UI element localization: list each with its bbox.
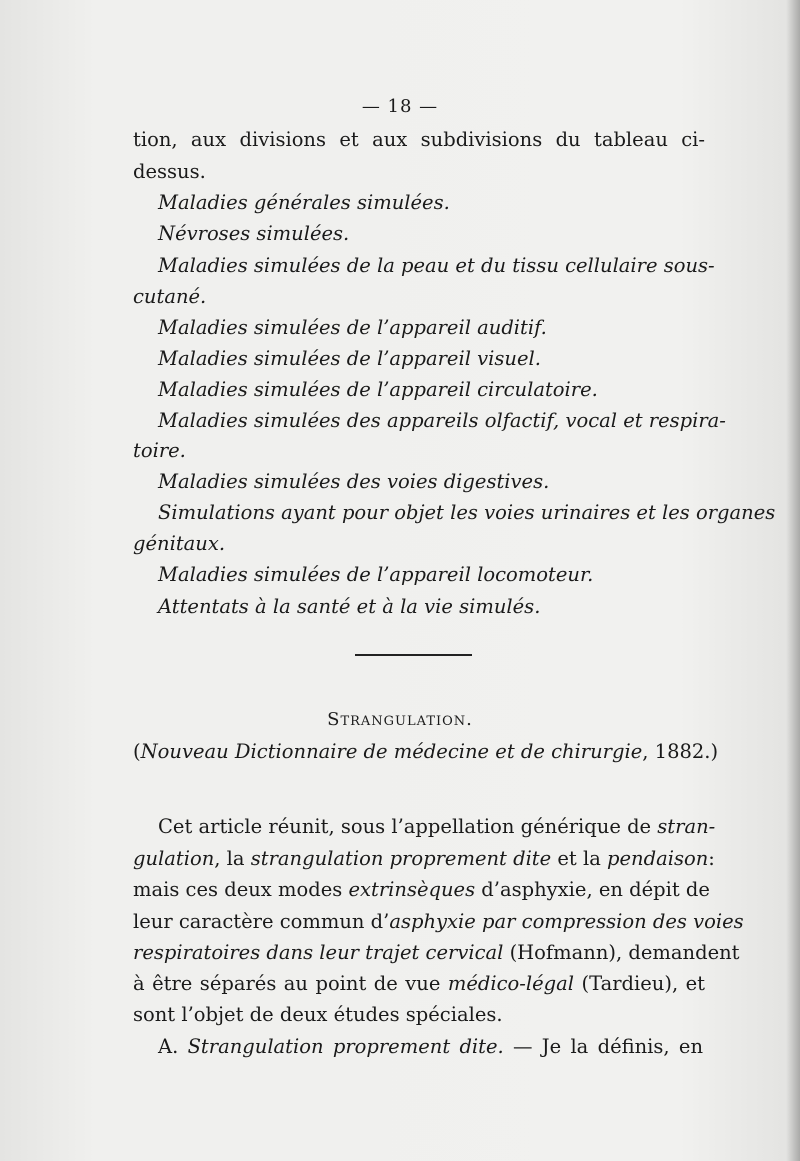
list-item: Maladies simulées de l’appareil visuel. <box>158 347 541 370</box>
page-edge-shadow <box>786 0 800 1161</box>
paragraph-line: sont l’objet de deux études spéciales. <box>133 1003 503 1026</box>
paragraph-line: à être séparés au point de vue médico-légal (Tardieu), et <box>133 972 705 995</box>
list-item: génitaux. <box>133 532 226 555</box>
intro-line-1: tion, aux divisions et aux subdivisions du tableau ci- <box>133 128 705 151</box>
source-open: ( <box>133 740 141 763</box>
list-item: Maladies simulées de l’appareil auditif. <box>158 316 547 339</box>
paragraph-line: mais ces deux modes extrinsèques d’asphyxie, en dépit de <box>133 878 710 901</box>
section-title: Strangulation. <box>327 709 473 730</box>
list-item: toire. <box>133 439 186 462</box>
section-divider <box>355 654 472 656</box>
list-item: Simulations ayant pour objet les voies urinaires et les organes <box>158 501 776 524</box>
list-item: Maladies simulées des voies digestives. <box>158 470 550 493</box>
list-item: Maladies générales simulées. <box>158 191 450 214</box>
paragraph-line: gulation, la strangulation proprement dite et la pendaison: <box>133 847 715 870</box>
paragraph-line: respiratoires dans leur trajet cervical (Hofmann), demandent <box>133 941 740 964</box>
list-item: cutané. <box>133 285 207 308</box>
list-item: Névroses simulées. <box>158 222 350 245</box>
section-source <box>133 742 718 762</box>
intro-line-2: dessus. <box>133 160 206 183</box>
page-number: — 18 — <box>361 96 439 117</box>
source-year: , 1882.) <box>642 740 719 763</box>
list-item: Maladies simulées de l’appareil circulatoire. <box>158 378 598 401</box>
paragraph-line: leur caractère commun d’asphyxie par compression des voies <box>133 910 744 933</box>
list-item: Maladies simulées de l’appareil locomoteur. <box>158 563 594 586</box>
source-title: Nouveau Dictionnaire de médecine et de chirurgie <box>140 740 643 763</box>
paragraph-line: Cet article réunit, sous l’appellation générique de stran- <box>158 815 716 838</box>
list-item: Attentats à la santé et à la vie simulés. <box>158 595 541 618</box>
list-item: Maladies simulées des appareils olfactif, vocal et respira- <box>158 409 726 432</box>
paragraph-line: A. Strangulation proprement dite. — Je la définis, en <box>158 1035 704 1058</box>
list-item: Maladies simulées de la peau et du tissu cellulaire sous- <box>158 254 715 277</box>
